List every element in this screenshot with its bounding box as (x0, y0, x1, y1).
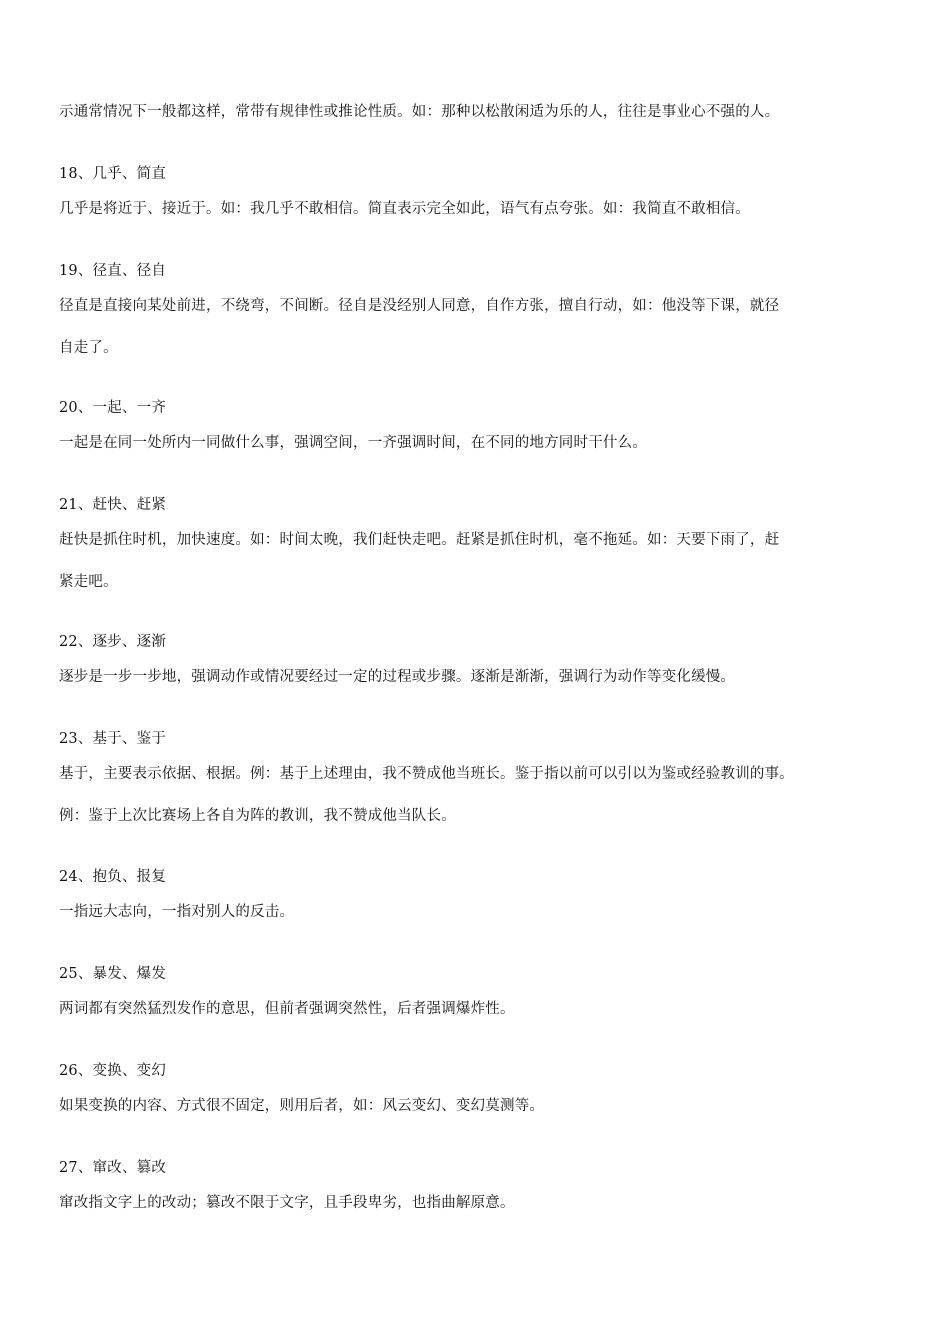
entry-body-21-cont: 紧走吧。 (59, 574, 118, 590)
entry-body-19: 径直是直接向某处前进，不绕弯，不间断。径自是没经别人同意，自作方张，擅自行动，如：他没等下课，就径 (59, 298, 780, 314)
entry-body-27: 窜改指文字上的改动；篡改不限于文字，且手段卑劣，也指曲解原意。 (59, 1195, 515, 1211)
entry-heading-20: 20、一起、一齐 (59, 400, 167, 416)
entry-body-18: 几乎是将近于、接近于。如：我几乎不敢相信。简直表示完全如此，语气有点夸张。如：我简直不敢相信。 (59, 201, 750, 217)
intro-text: 示通常情况下一般都这样，常带有规律性或推论性质。如：那种以松散闲适为乐的人，往往是事业心不强的人。 (59, 104, 780, 120)
entry-heading-21: 21、赶快、赶紧 (59, 497, 167, 513)
entry-body-26: 如果变换的内容、方式很不固定，则用后者，如：风云变幻、变幻莫测等。 (59, 1098, 545, 1114)
entry-body-22: 逐步是一步一步地，强调动作或情况要经过一定的过程或步骤。逐渐是渐渐，强调行为动作等变化缓慢。 (59, 669, 736, 685)
entry-body-25: 两词都有突然猛烈发作的意思，但前者强调突然性，后者强调爆炸性。 (59, 1001, 515, 1017)
entry-heading-27: 27、窜改、篡改 (59, 1160, 167, 1176)
entry-body-23: 基于，主要表示依据、根据。例：基于上述理由，我不赞成他当班长。鉴于指以前可以引以为鉴或经验教训的事。 (59, 766, 794, 782)
entry-heading-22: 22、逐步、逐渐 (59, 634, 167, 650)
entry-body-23-cont: 例：鉴于上次比赛场上各自为阵的教训，我不赞成他当队长。 (59, 808, 456, 824)
entry-heading-26: 26、变换、变幻 (59, 1063, 167, 1079)
entry-body-24: 一指远大志向，一指对别人的反击。 (59, 904, 295, 920)
entry-heading-25: 25、暴发、爆发 (59, 966, 167, 982)
entry-heading-24: 24、抱负、报复 (59, 869, 167, 885)
entry-body-21: 赶快是抓住时机，加快速度。如：时间太晚，我们赶快走吧。赶紧是抓住时机，毫不拖延。如：天要下雨了，赶 (59, 532, 780, 548)
entry-heading-23: 23、基于、鉴于 (59, 731, 167, 747)
entry-body-19-cont: 自走了。 (59, 340, 118, 356)
entry-heading-19: 19、径直、径自 (59, 263, 167, 279)
entry-body-20: 一起是在同一处所内一同做什么事，强调空间，一齐强调时间，在不同的地方同时干什么。 (59, 435, 647, 451)
entry-heading-18: 18、几乎、简直 (59, 166, 167, 182)
